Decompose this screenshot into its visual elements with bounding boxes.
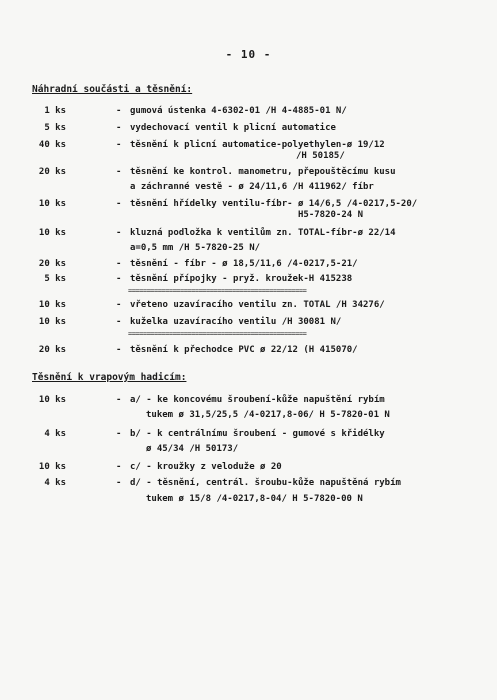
item-quantity: 5 ks [44, 274, 66, 284]
item-description-continued: /H 50185/ [296, 151, 345, 161]
item-dash: - [116, 317, 122, 327]
item-description: kuželka uzavíracího ventilu /H 30081 N/ [130, 317, 342, 327]
list-item [0, 274, 497, 288]
item-quantity: 10 ks [38, 462, 66, 472]
item-quantity: 40 ks [38, 140, 66, 150]
item-description-continued: H5-7820-24 N [298, 210, 364, 220]
item-description: těsnění hřídelky ventilu-fíbr- ø 14/6,5 /4-0217,5-20/ [130, 199, 418, 209]
item-quantity: 20 ks [38, 259, 66, 269]
list-item [0, 259, 497, 273]
item-quantity: 4 ks [44, 478, 66, 488]
item-dash: - [116, 300, 122, 310]
list-item [0, 429, 497, 443]
item-dash: - [116, 167, 122, 177]
item-description: těsnění přípojky - pryž. kroužek-H 415238 [130, 274, 353, 284]
item-description-continued: a záchranné vestě - ø 24/11,6 /H 411962/ fíbr [130, 182, 374, 192]
item-dash: - [116, 228, 122, 238]
item-dash: - [116, 259, 122, 269]
list-item [0, 317, 497, 331]
item-description-continued: ø 45/34 /H 50173/ [146, 444, 239, 454]
item-quantity: 20 ks [38, 345, 66, 355]
item-dash: - [116, 395, 122, 405]
item-quantity: 10 ks [38, 317, 66, 327]
list-item [0, 140, 497, 154]
item-description: kluzná podložka k ventilům zn. TOTAL-fíbr-ø 22/14 [130, 228, 396, 238]
list-item [0, 462, 497, 476]
item-dash: - [116, 123, 122, 133]
item-description: vydechovací ventil k plicní automatice [130, 123, 336, 133]
item-description: těsnění ke kontrol. manometru, přepouštěcímu kusu [130, 167, 396, 177]
item-description-continued: a=0,5 mm /H 5-7820-25 N/ [130, 243, 261, 253]
list-item [0, 300, 497, 314]
list-item [0, 123, 497, 137]
section-heading-gaskets: Těsnění k vrapovým hadicím: [32, 372, 187, 383]
item-quantity: 20 ks [38, 167, 66, 177]
item-dash: - [116, 274, 122, 284]
item-description: d/ - těsnění, centrál. šroubu-kůže napuštěná rybím [130, 478, 401, 488]
item-dash: - [116, 106, 122, 116]
item-description: c/ - kroužky z velodužе ø 20 [130, 462, 282, 472]
list-item [0, 167, 497, 181]
item-description: těsnění k plicní automatice-polyethylen-ø 19/12 [130, 140, 385, 150]
list-item [0, 106, 497, 120]
item-quantity: 10 ks [38, 199, 66, 209]
separator-line: ================================================ [128, 287, 307, 295]
page-number: - 10 - [225, 48, 272, 61]
item-quantity: 1 ks [44, 106, 66, 116]
separator-line: ================================================ [128, 330, 307, 338]
item-dash: - [116, 478, 122, 488]
item-dash: - [116, 462, 122, 472]
item-description: b/ - k centrálnímu šroubení - gumové s křidélky [130, 429, 385, 439]
item-description: těsnění k přechodce PVC ø 22/12 (H 415070/ [130, 345, 358, 355]
item-description-continued: tukem ø 15/8 /4-0217,8-04/ H 5-7820-00 N [146, 494, 363, 504]
item-description: vřeteno uzavíracího ventilu zn. TOTAL /H 34276/ [130, 300, 385, 310]
item-description: a/ - ke koncovému šroubení-kůže napuštění rybím [130, 395, 385, 405]
item-description: těsnění - fíbr - ø 18,5/11,6 /4-0217,5-21/ [130, 259, 358, 269]
item-quantity: 5 ks [44, 123, 66, 133]
list-item [0, 199, 497, 213]
item-quantity: 4 ks [44, 429, 66, 439]
item-quantity: 10 ks [38, 395, 66, 405]
item-dash: - [116, 429, 122, 439]
list-item [0, 345, 497, 359]
item-quantity: 10 ks [38, 228, 66, 238]
list-item [0, 395, 497, 409]
list-item [0, 478, 497, 492]
item-description: gumová ústenka 4-6302-01 /H 4-4885-01 N/ [130, 106, 347, 116]
item-dash: - [116, 345, 122, 355]
item-description-continued: tukem ø 31,5/25,5 /4-0217,8-06/ H 5-7820-01 N [146, 410, 390, 420]
item-dash: - [116, 140, 122, 150]
section-heading-spare-parts: Náhradní součásti a těsnění: [32, 84, 193, 95]
item-dash: - [116, 199, 122, 209]
item-quantity: 10 ks [38, 300, 66, 310]
list-item [0, 228, 497, 242]
